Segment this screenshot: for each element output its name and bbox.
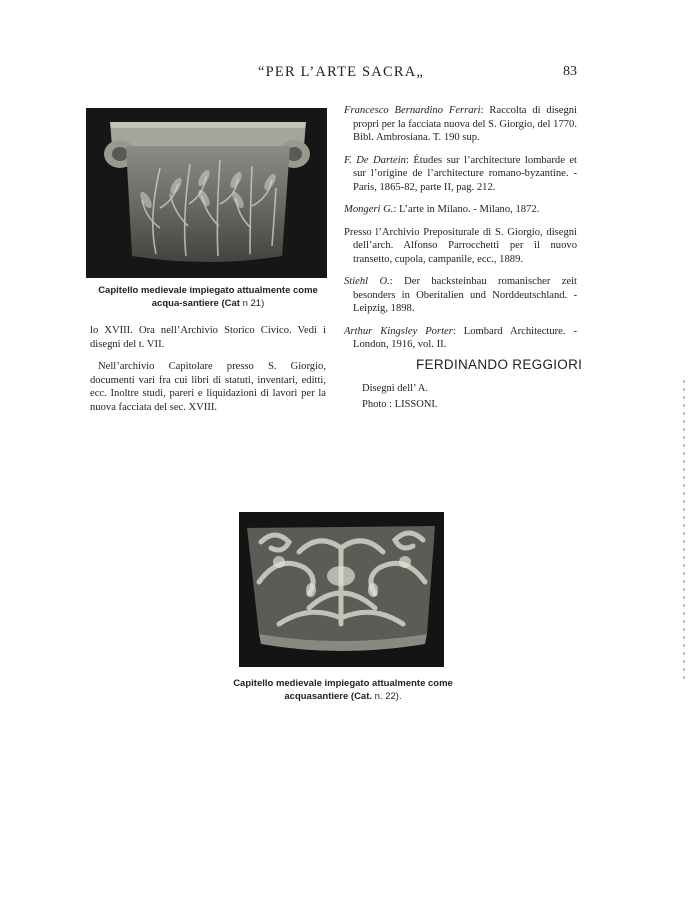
bib-text: : Der backsteinbau romanischer zeit besonders in Oberitalien und Norddeutschland. - Leipzig, 1898. <box>353 276 578 314</box>
bib-author: F. De Dartein <box>344 154 406 166</box>
bib-text: Presso l’Archivio Prepositurale di S. Giorgio, disegni dell’arch. Alfonso Parrocchetti per il nuovo transetto, cupola, campanile, ecc., 1889. <box>344 226 577 265</box>
bibliography <box>344 104 577 361</box>
drawings-credit: Disegni dell’ A. <box>362 383 429 394</box>
bib-text: : Études sur l’architecture lombarde et sur l’origine de l’architecture romano-byzantine. - Paris, 1865-82, parte II, pag. 212. <box>353 154 578 193</box>
figure-1-caption <box>88 284 328 310</box>
bib-author: Stiehl O. <box>344 276 390 287</box>
capital-1-image <box>86 108 327 278</box>
bib-author: Francesco Bernardino Ferrari <box>344 105 481 116</box>
credits <box>362 381 438 413</box>
figure-2-caption-main: Capitello medievale impiegato attualmente come acquasantiere (Cat. <box>233 678 453 702</box>
bibliography-entry <box>344 203 577 217</box>
left-paragraph-1: lo XVIII. Ora nell’Archivio Storico Civico. Vedi i disegni del t. VII. <box>90 325 326 350</box>
scan-edge-mark <box>683 380 685 680</box>
bib-text: : Raccolta di disegni propri per la facciata nuova del S. Giorgio, del 1770. Bibl. Ambrosiana. T. 190 sup. <box>353 105 578 143</box>
figure-2-caption <box>218 677 468 703</box>
bib-author: Mongeri G. <box>344 204 394 215</box>
figure-2-caption-tail: n. 22). <box>374 691 402 702</box>
bib-text: : L’arte in Milano. - Milano, 1872. <box>393 204 540 215</box>
figure-1-caption-tail: n 21) <box>242 298 265 309</box>
bibliography-entry <box>344 325 577 352</box>
bib-text: : Lombard Architecture. - London, 1916, vol. II. <box>353 325 577 350</box>
bibliography-entry <box>344 154 577 195</box>
author-signature: FERDINANDO REGGIORI <box>416 357 583 372</box>
bibliography-entry <box>344 226 577 267</box>
running-title: “PER L’ARTE SACRA„ <box>258 64 425 80</box>
bib-author: Arthur Kingsley Porter <box>344 325 453 337</box>
left-paragraph-2: Nell’archivio Capitolare presso S. Giorgio, documenti vari fra cui libri di statuti, inventari, editti, ecc. Inoltre studi, pareri e liquidazioni di lavori per la nuova facciata del sec. XVIII. <box>90 361 326 413</box>
page-number: 83 <box>563 64 577 79</box>
left-column-text <box>90 324 326 423</box>
capital-photo-1 <box>86 108 327 278</box>
capital-photo-2 <box>239 512 444 667</box>
photo-credit: Photo : LISSONI. <box>362 399 438 410</box>
capital-2-image <box>239 512 444 667</box>
figure-1-caption-main: Capitello medievale impiegato attualmente come acqua-santiere (Cat <box>98 285 318 309</box>
bibliography-entry <box>344 275 577 316</box>
bibliography-entry <box>344 104 577 145</box>
